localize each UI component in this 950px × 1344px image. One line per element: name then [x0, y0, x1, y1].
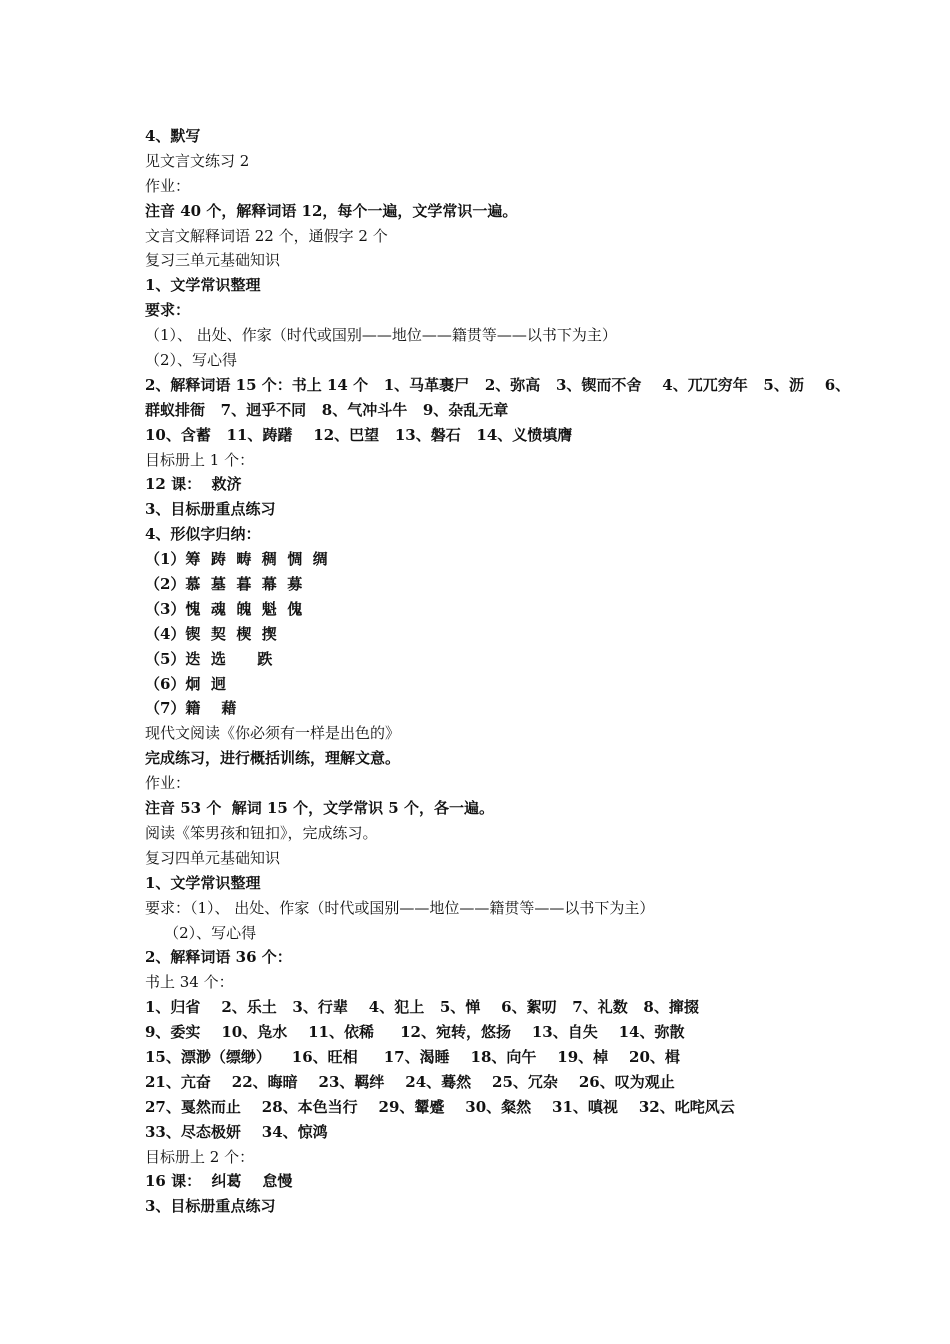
text-line: 作业：: [145, 176, 191, 195]
text-line: 3、目标册重点练习: [145, 500, 276, 519]
text-line: 33、尽态极妍 34、惊鸿: [145, 1122, 328, 1141]
text-line: 1、归省 2、乐土 3、行辈 4、犯上 5、惮 6、絮叨 7、礼数 8、撺掇: [145, 998, 699, 1017]
text-line: （4）锲 契 楔 揳: [145, 624, 277, 643]
text-line: （2）、写心得: [145, 923, 257, 942]
text-line: 1、文学常识整理: [145, 873, 261, 892]
text-line: 2、解释词语 36 个：: [145, 948, 292, 967]
text-line: 要求：（1）、 出处、作家（时代或国别——地位——籍贯等——以书下为主）: [145, 898, 655, 917]
text-line: 完成练习，进行概括训练，理解文意。: [145, 749, 401, 768]
text-line: （5）迭 选 跌: [145, 649, 273, 668]
text-line: （1）、 出处、作家（时代或国别——地位——籍贯等——以书下为主）: [145, 326, 617, 345]
text-line: 群蚁排衙 7、迥乎不同 8、气冲斗牛 9、杂乱无章: [145, 400, 509, 419]
text-line: （1）筹 踌 畴 稠 惆 绸: [145, 550, 328, 569]
text-line: 15、漂渺（缥缈） 16、旺相 17、渴睡 18、向午 19、棹 20、楫: [145, 1047, 680, 1066]
text-line: 4、默写: [145, 127, 201, 145]
text-line: 2、解释词语 15 个：书上 14 个 1、马革裹尸 2、弥高 3、锲而不舍 4、兀兀穷年 5、沥 6、: [145, 375, 851, 394]
text-line: 注音 53 个 解词 15 个，文学常识 5 个，各一遍。: [145, 799, 494, 818]
text-line: （6）炯 迥: [145, 674, 226, 693]
text-line: 作业：: [145, 774, 191, 793]
text-line: 现代文阅读《你必须有一样是出色的》: [145, 724, 401, 743]
text-line: 文言文解释词语 22 个，通假字 2 个: [145, 226, 388, 245]
text-line: 目标册上 1 个：: [145, 450, 255, 469]
text-line: 1、文学常识整理: [145, 276, 261, 295]
text-line: 27、戛然而止 28、本色当行 29、颦蹙 30、粲然 31、嗔视 32、叱咤风云: [145, 1097, 735, 1116]
text-line: 注音 40 个，解释词语 12，每个一遍，文学常识一遍。: [145, 201, 518, 220]
text-line: （7）籍 藉: [145, 699, 237, 718]
text-line: 10、含蓄 11、踌躇 12、巴望 13、磐石 14、义愤填膺: [145, 425, 573, 444]
text-line: （3）愧 魂 魄 魁 傀: [145, 599, 303, 618]
text-line: 3、目标册重点练习: [145, 1197, 276, 1216]
document-body: [145, 124, 851, 1219]
text-line: 16 课： 纠葛 怠慢: [145, 1172, 293, 1191]
text-line: 要求：: [145, 301, 191, 320]
text-line: 9、委实 10、凫水 11、依稀 12、宛转，悠扬 13、自失 14、弥散: [145, 1023, 685, 1042]
text-line: 书上 34 个：: [145, 973, 234, 992]
text-line: 21、亢奋 22、晦暗 23、羁绊 24、蓦然 25、冗杂 26、叹为观止: [145, 1072, 675, 1091]
text-line: （2）慕 墓 暮 幕 募: [145, 575, 303, 594]
text-line: （2）、写心得: [145, 351, 238, 370]
text-line: 目标册上 2 个：: [145, 1147, 255, 1166]
text-line: 复习三单元基础知识: [145, 251, 281, 270]
text-line: 复习四单元基础知识: [145, 848, 281, 867]
text-line: 4、形似字归纳：: [145, 525, 261, 544]
text-line: 阅读《笨男孩和钮扣》，完成练习。: [145, 823, 378, 842]
text-line: 见文言文练习 2: [145, 151, 250, 170]
text-line: 12 课： 救济: [145, 475, 242, 494]
